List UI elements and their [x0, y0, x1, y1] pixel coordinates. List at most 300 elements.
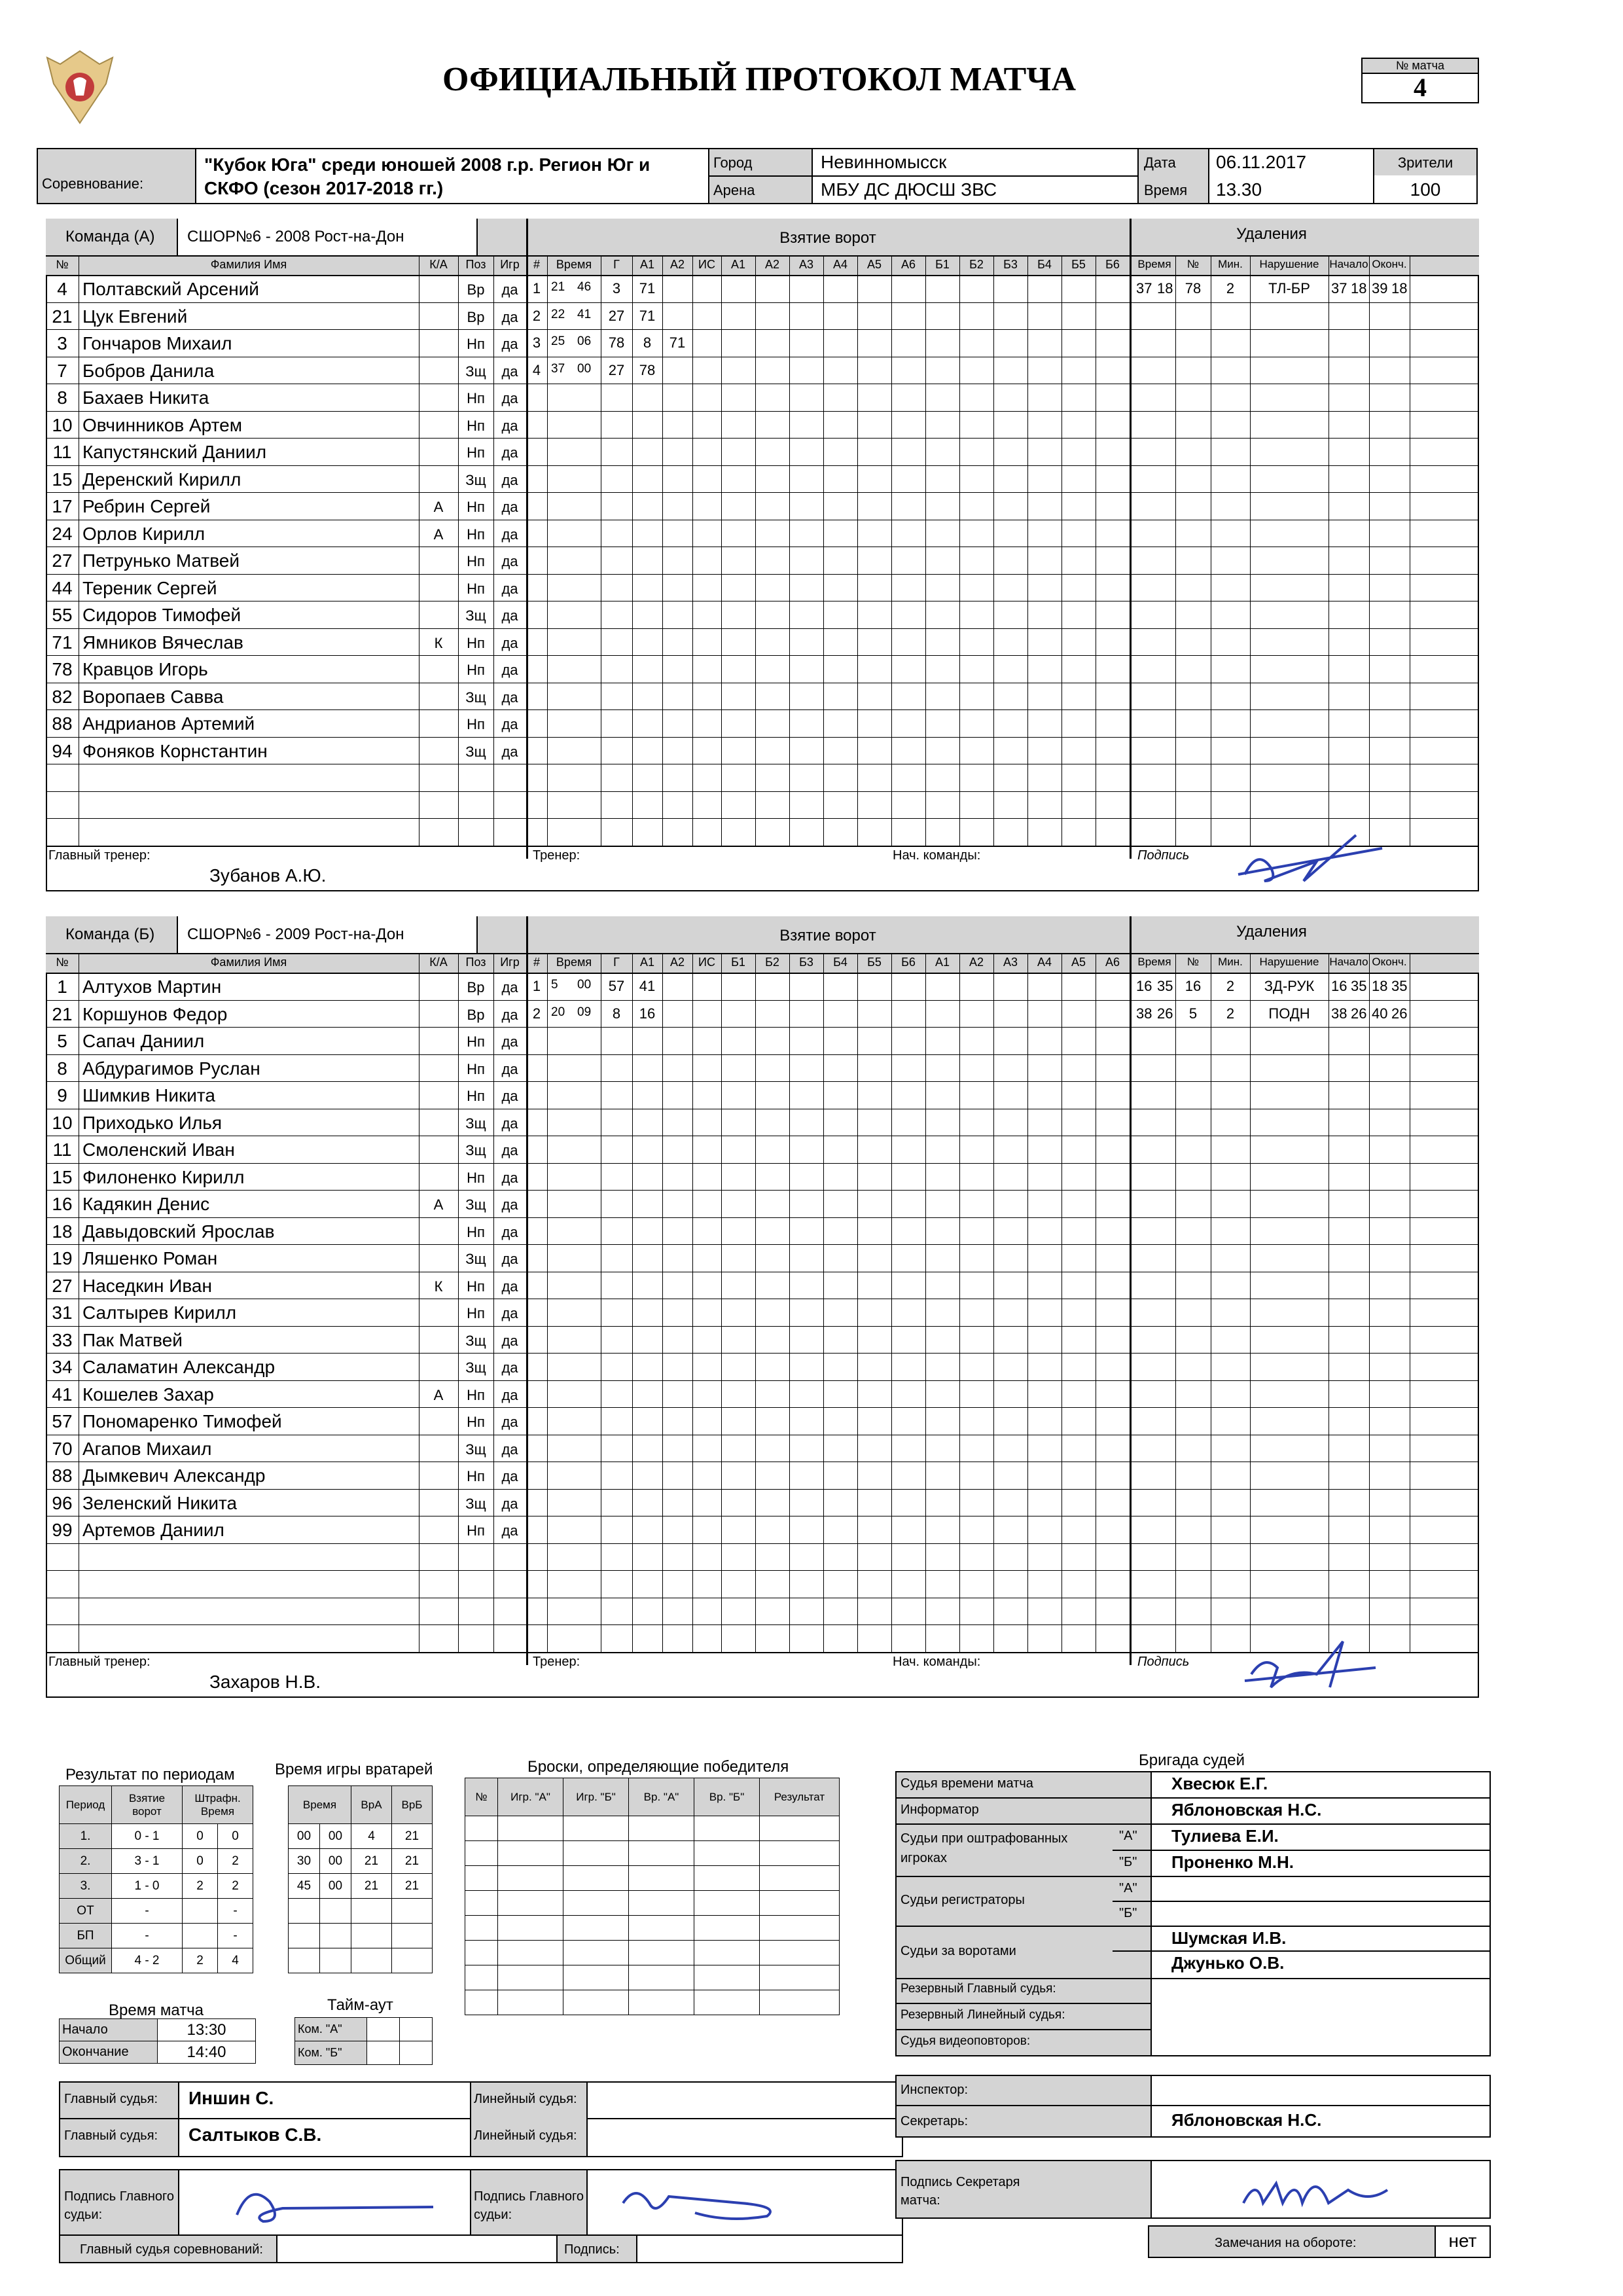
penalty-start-sec: 18	[1351, 280, 1367, 296]
penalty-infraction: ЗД-РУК	[1264, 978, 1315, 994]
player-played: да	[501, 607, 518, 624]
player-role: А	[433, 499, 444, 515]
penalty-minutes: 2	[1226, 280, 1235, 296]
player-played: да	[501, 390, 518, 406]
player-number: 70	[52, 1438, 73, 1459]
player-number: 82	[52, 686, 73, 707]
penalty-start: 16	[1331, 978, 1347, 994]
goalie-row	[289, 1849, 433, 1874]
col-header: Г	[613, 258, 620, 271]
player-name: Гончаров Михаил	[82, 333, 232, 353]
player-position: Нп	[467, 580, 485, 597]
goalie-a	[351, 1948, 392, 1973]
goalie-a	[351, 1924, 392, 1948]
player-name: Приходько Илья	[82, 1112, 223, 1133]
shootout-row	[465, 1965, 840, 1990]
penalty-end: 40	[1372, 1005, 1388, 1022]
player-name: Агапов Михаил	[82, 1438, 212, 1459]
player-number: 11	[52, 1139, 72, 1160]
player-position: Зщ	[465, 1332, 486, 1349]
player-name: Тереник Сергей	[82, 577, 217, 598]
player-name: Салтырев Кирилл	[82, 1302, 237, 1323]
penalty-time-sec: 18	[1157, 280, 1173, 296]
col-header: А1	[639, 258, 655, 271]
player-number: 15	[52, 469, 73, 490]
penalty-time: 16	[1136, 978, 1152, 994]
player-number: 94	[52, 740, 73, 761]
col-header: Время	[1137, 258, 1171, 270]
player-position: Вр	[467, 979, 485, 996]
signature-label: Подпись	[1137, 1654, 1190, 1669]
competition-name-2: СКФО (сезон 2017-2018 гг.)	[204, 178, 444, 198]
player-position: Нп	[467, 1386, 485, 1403]
shootout-col: Вр. "А"	[629, 1778, 694, 1816]
shootout-col: Игр. "А"	[498, 1778, 563, 1816]
period-label: 2.	[60, 1849, 112, 1874]
player-played: да	[501, 1006, 518, 1023]
goal-time: 25	[551, 334, 565, 348]
period-label: Общий	[60, 1948, 112, 1973]
shootout-row	[465, 1866, 840, 1891]
main-judges: Главный судья: Иншин С. Главный судья: Салтыков С.В. Линейный судья: Линейный судья:	[59, 2081, 903, 2157]
period-pen-b: 4	[218, 1948, 253, 1973]
referees-block: Судья времени матча Хвесюк Е.Г. Информатор Яблоновская Н.С. Судьи при оштрафованных игроках "А" "Б" Тулиева Е.И. Проненко М.Н. Судьи регистраторы "А" "Б" Судьи за воротами Шумская И.В. Джунько О.В. Резервный Главный судья: Резервный Линейный судья: Судья видеоповторов:	[895, 1771, 1491, 2056]
period-pen-a	[183, 1899, 218, 1924]
period-pen-a: 2	[183, 1874, 218, 1899]
player-played: да	[501, 979, 518, 996]
player-position: Нп	[467, 634, 485, 651]
goal-judge-1: Шумская И.В.	[1171, 1928, 1287, 1948]
player-name: Цук Евгений	[82, 306, 188, 327]
goal-scorer: 27	[608, 307, 625, 324]
player-name: Деренский Кирилл	[82, 469, 241, 490]
period-goals: 3 - 1	[112, 1849, 183, 1874]
player-name: Капустянский Даниил	[82, 442, 267, 462]
team-signature	[1225, 1628, 1395, 1694]
player-played: да	[501, 662, 518, 678]
goalie-a: 4	[351, 1824, 392, 1849]
player-played: да	[501, 1033, 518, 1050]
player-position: Зщ	[465, 1495, 486, 1512]
player-name: Кошелев Захар	[82, 1384, 214, 1405]
penalty-player: 16	[1185, 978, 1202, 994]
goal-time-sec: 00	[577, 978, 592, 992]
header-info: Соревнование: "Кубок Юга" среди юношей 2008 г.р. Регион Юг и СКФО (сезон 2017-2018 гг.) Город Арена Невинномысск МБУ ДС ДЮСШ ЗВС Дата Время 06.11.2017 13.30 Зрители 100	[37, 148, 1478, 204]
penalty-player: 5	[1188, 1005, 1198, 1022]
goalies-title: Время игры вратарей	[275, 1761, 433, 1778]
goal-time-sec: 00	[577, 361, 592, 376]
col-header: Поз	[465, 258, 486, 271]
player-position: Нп	[467, 336, 485, 352]
player-number: 1	[57, 977, 67, 997]
match-number: 4	[1414, 73, 1427, 102]
player-position: Зщ	[465, 689, 486, 706]
player-position: Зщ	[465, 1115, 486, 1132]
player-number: 3	[57, 333, 67, 353]
player-name: Сапач Даниил	[82, 1031, 205, 1051]
player-played: да	[501, 526, 518, 543]
player-role: К	[434, 634, 443, 651]
goalie-row	[289, 1948, 433, 1973]
col-header: Б3	[1003, 258, 1018, 271]
player-name: Зеленский Никита	[82, 1492, 238, 1513]
goalie-a: 21	[351, 1849, 392, 1874]
penalties-title: Удаления	[1236, 923, 1307, 941]
player-position: Вр	[467, 308, 485, 325]
penalty-end-sec: 26	[1391, 1005, 1408, 1022]
main-judge-signature	[224, 2176, 446, 2234]
player-number: 16	[52, 1194, 73, 1214]
player-played: да	[501, 308, 518, 325]
goal-number: 3	[532, 334, 541, 351]
player-number: 4	[57, 279, 67, 299]
competition-name-1: "Кубок Юга" среди юношей 2008 г.р. Регион Юг и	[204, 154, 651, 175]
player-role: К	[434, 1278, 443, 1295]
player-name: Пономаренко Тимофей	[82, 1411, 282, 1431]
player-name: Абдурагимов Руслан	[82, 1058, 260, 1079]
col-header: Фамилия Имя	[210, 258, 287, 271]
period-goals: -	[112, 1899, 183, 1924]
goal-assist-1: 78	[639, 361, 656, 378]
col-header: Г	[613, 956, 620, 969]
player-number: 18	[52, 1221, 73, 1242]
player-position: Зщ	[465, 1142, 486, 1158]
shootout-col: Игр. "Б"	[563, 1778, 629, 1816]
penalty-infraction: ПОДН	[1268, 1005, 1310, 1022]
arena: МБУ ДС ДЮСШ ЗВС	[821, 179, 997, 200]
col-header: Б4	[833, 956, 847, 969]
col-header: Нарушение	[1259, 956, 1319, 968]
goalie-min	[289, 1899, 320, 1924]
periods-table: Период Взятие ворот Штрафн. Время 1. 0 - 1 0 0 2. 3 - 1 0 2 3. 1 - 0 2 2 ОТ - - БП - - Общий 4 - 2 2 4	[59, 1785, 253, 1973]
goalie-sec	[320, 1899, 351, 1924]
period-label: БП	[60, 1924, 112, 1948]
goal-time-sec: 09	[577, 1005, 592, 1019]
player-played: да	[501, 634, 518, 651]
col-header: Время	[1137, 956, 1171, 968]
player-played: да	[501, 363, 518, 380]
player-position: Вр	[467, 281, 485, 298]
player-position: Зщ	[465, 1196, 486, 1213]
player-position: Нп	[467, 417, 485, 434]
coach-label: Тренер:	[533, 848, 580, 863]
player-name: Ляшенко Роман	[82, 1248, 218, 1268]
penalty-end-sec: 35	[1391, 978, 1408, 994]
player-role: А	[433, 526, 444, 543]
penalties-title: Удаления	[1236, 225, 1307, 243]
player-position: Нп	[467, 1522, 485, 1539]
col-header: Игр	[500, 258, 520, 271]
player-position: Нп	[467, 1305, 485, 1321]
player-number: 88	[52, 1465, 73, 1486]
head-coach: Зубанов А.Ю.	[209, 865, 327, 886]
player-number: 24	[52, 523, 73, 544]
team-chief-label: Нач. команды:	[893, 1654, 981, 1669]
player-number: 17	[52, 496, 73, 516]
penalty-time: 38	[1136, 1005, 1152, 1022]
match-number-box: № матча 4	[1361, 58, 1479, 103]
player-played: да	[501, 1251, 518, 1267]
col-header: А2	[969, 956, 984, 969]
player-played: да	[501, 580, 518, 597]
period-label: 1.	[60, 1824, 112, 1849]
shootout-row	[465, 1841, 840, 1866]
player-name: Бахаев Никита	[82, 387, 209, 408]
col-header: Б5	[867, 956, 882, 969]
player-name: Филоненко Кирилл	[82, 1166, 245, 1187]
signatures: Подпись Главного судьи: Подпись Главного судьи:	[59, 2169, 903, 2237]
goalie-min: 00	[289, 1824, 320, 1849]
player-number: 10	[52, 414, 73, 435]
col-header: №	[56, 956, 69, 969]
shootout-row	[465, 1891, 840, 1916]
player-played: да	[501, 1142, 518, 1158]
goal-time-sec: 41	[577, 307, 592, 321]
col-header: Время	[556, 956, 592, 969]
match-end: 14:40	[158, 2041, 256, 2064]
player-played: да	[501, 743, 518, 760]
player-number: 11	[52, 442, 72, 462]
goal-number: 4	[532, 361, 541, 378]
spectators: 100	[1410, 179, 1441, 200]
head-coach-label: Главный тренер:	[48, 1654, 151, 1669]
goalies-table: Время ВрА ВрБ 00 00 4 21 30 00 21 21 45 00 21 21	[288, 1785, 433, 1973]
period-pen-b: -	[218, 1899, 253, 1924]
goal-scorer: 3	[612, 280, 621, 296]
player-played: да	[501, 1169, 518, 1186]
goal-time: 20	[551, 1005, 565, 1019]
col-header: А2	[764, 258, 780, 271]
col-header: #	[533, 956, 540, 969]
player-number: 19	[52, 1248, 73, 1268]
goalie-min	[289, 1924, 320, 1948]
player-played: да	[501, 553, 518, 569]
col-header: А5	[866, 258, 882, 271]
goal-assist-1: 16	[639, 1005, 656, 1022]
goal-scorer: 27	[608, 361, 625, 378]
head-coach: Захаров Н.В.	[209, 1671, 321, 1692]
period-pen-a: 0	[183, 1824, 218, 1849]
col-header: #	[533, 258, 540, 271]
player-position: Нп	[467, 662, 485, 678]
goal-judge-2: Джунько О.В.	[1171, 1953, 1285, 1973]
col-header: А6	[1105, 956, 1120, 969]
secretary-signature-box: Подпись Секретаря матча:	[895, 2160, 1491, 2219]
col-header: Мин.	[1218, 258, 1243, 270]
player-name: Кравцов Игорь	[82, 659, 208, 679]
player-position: Нп	[467, 444, 485, 461]
goalie-min: 30	[289, 1849, 320, 1874]
col-header: Б2	[969, 258, 984, 271]
team-label: Команда (А)	[65, 228, 155, 245]
col-header: Б4	[1037, 258, 1052, 271]
player-number: 33	[52, 1329, 73, 1350]
player-name: Сидоров Тимофей	[82, 605, 241, 625]
player-name: Ребрин Сергей	[82, 496, 211, 516]
col-header: А4	[1037, 956, 1052, 969]
player-role: А	[433, 1196, 444, 1213]
col-header: №	[56, 258, 69, 271]
player-name: Кадякин Денис	[82, 1194, 210, 1214]
period-pen-b: 0	[218, 1824, 253, 1849]
goalie-b: 21	[392, 1849, 433, 1874]
shootout-col: №	[465, 1778, 498, 1816]
col-header: А3	[798, 258, 814, 271]
period-pen-a: 2	[183, 1948, 218, 1973]
col-header: ИС	[698, 258, 715, 271]
goalie-sec	[320, 1924, 351, 1948]
goal-time: 22	[551, 307, 565, 321]
coach-label: Тренер:	[533, 1654, 580, 1669]
goal-time: 21	[551, 280, 565, 294]
period-pen-a: 0	[183, 1849, 218, 1874]
competition-label: Соревнование:	[42, 175, 144, 192]
match-time-table: Начало 13:30 Окончание 14:40	[59, 2018, 256, 2064]
informer: Яблоновская Н.С.	[1171, 1800, 1322, 1820]
penalty-start: 37	[1331, 280, 1347, 296]
col-header: Б3	[799, 956, 813, 969]
goalie-sec: 00	[320, 1824, 351, 1849]
goalie-b: 21	[392, 1824, 433, 1849]
goal-assist-1: 71	[639, 280, 656, 296]
goal-assist-1: 8	[643, 334, 652, 351]
player-number: 9	[57, 1085, 67, 1105]
penalty-minutes: 2	[1226, 1005, 1235, 1022]
shootout-row	[465, 1941, 840, 1965]
player-number: 21	[52, 306, 73, 327]
goal-assist-1: 41	[639, 978, 656, 994]
col-header: А1	[730, 258, 746, 271]
player-played: да	[501, 1522, 518, 1539]
player-number: 96	[52, 1492, 73, 1513]
player-number: 21	[52, 1003, 73, 1024]
goalie-b	[392, 1948, 433, 1973]
col-header: К/А	[429, 956, 448, 969]
team-chief-label: Нач. команды:	[893, 848, 981, 863]
shootout-col: Вр. "Б"	[694, 1778, 760, 1816]
player-position: Зщ	[465, 1359, 486, 1376]
col-header: А6	[901, 258, 916, 271]
goal-assist-2: 71	[669, 334, 686, 351]
main-judge-2: Салтыков С.В.	[188, 2125, 322, 2145]
player-played: да	[501, 1196, 518, 1213]
player-played: да	[501, 689, 518, 706]
goal-number: 1	[532, 978, 541, 994]
timeout-table: Ком. "А" Ком. "Б"	[294, 2017, 433, 2065]
player-name: Алтухов Мартин	[82, 977, 222, 997]
match-date: 06.11.2017	[1216, 152, 1307, 172]
period-row	[60, 1924, 253, 1948]
player-played: да	[501, 499, 518, 515]
goalie-min: 45	[289, 1874, 320, 1899]
penalty-start: 38	[1331, 1005, 1347, 1022]
timekeeper: Хвесюк Е.Г.	[1171, 1774, 1268, 1793]
player-position: Зщ	[465, 1441, 486, 1458]
secretary: Яблоновская Н.С.	[1171, 2110, 1322, 2130]
period-goals: -	[112, 1924, 183, 1948]
secretary-signature	[1237, 2164, 1433, 2216]
goal-number: 2	[532, 1005, 541, 1022]
main-judge-2-signature	[610, 2177, 806, 2229]
player-number: 78	[52, 659, 73, 679]
player-played: да	[501, 1359, 518, 1376]
penalty-end: 39	[1372, 280, 1388, 296]
penalty-end-sec: 18	[1391, 280, 1408, 296]
goalie-a	[351, 1899, 392, 1924]
penalty-minutes: 2	[1226, 978, 1235, 994]
col-header: Игр	[500, 956, 520, 969]
player-position: Нп	[467, 1468, 485, 1484]
player-position: Зщ	[465, 743, 486, 760]
player-name: Шимкив Никита	[82, 1085, 215, 1105]
shootout-table	[465, 1778, 840, 2015]
shootout-title: Броски, определяющие победителя	[527, 1758, 789, 1776]
col-header: А4	[832, 258, 848, 271]
penalty-time-sec: 35	[1157, 978, 1173, 994]
col-header: Б2	[765, 956, 779, 969]
goal-time: 5	[551, 978, 558, 992]
player-number: 7	[57, 360, 67, 381]
col-header: Б6	[1105, 258, 1120, 271]
goalie-b	[392, 1899, 433, 1924]
player-position: Зщ	[465, 363, 486, 380]
period-goals: 4 - 2	[112, 1948, 183, 1973]
player-number: 31	[52, 1302, 73, 1323]
player-played: да	[501, 417, 518, 434]
period-pen-b: -	[218, 1924, 253, 1948]
player-name: Воропаев Савва	[82, 686, 224, 707]
goalie-a: 21	[351, 1874, 392, 1899]
period-pen-a	[183, 1924, 218, 1948]
col-header: Оконч.	[1372, 956, 1407, 968]
player-played: да	[501, 1278, 518, 1295]
player-name: Наседкин Иван	[82, 1275, 212, 1296]
goals-title: Взятие ворот	[779, 927, 876, 944]
player-name: Артемов Даниил	[82, 1520, 224, 1540]
player-name: Орлов Кирилл	[82, 523, 205, 544]
player-position: Нп	[467, 1033, 485, 1050]
goalie-b: 21	[392, 1874, 433, 1899]
player-position: Нп	[467, 1088, 485, 1104]
goal-number: 2	[532, 307, 541, 324]
period-row	[60, 1849, 253, 1874]
player-number: 71	[52, 632, 73, 653]
player-position: Вр	[467, 1006, 485, 1023]
period-row	[60, 1824, 253, 1849]
player-number: 27	[52, 1275, 73, 1296]
col-header: А3	[1003, 956, 1018, 969]
col-header: Оконч.	[1372, 258, 1407, 270]
match-start: 13:30	[158, 2019, 256, 2041]
player-position: Нп	[467, 526, 485, 543]
player-name: Фоняков Корнстантин	[82, 740, 268, 761]
team-label: Команда (Б)	[65, 925, 155, 943]
player-name: Петрунько Матвей	[82, 550, 240, 571]
col-header: Б1	[731, 956, 745, 969]
penalty-player: 78	[1185, 280, 1202, 296]
col-header: А1	[935, 956, 950, 969]
player-number: 10	[52, 1112, 73, 1133]
inspector-secretary: Инспектор: Секретарь: Яблоновская Н.С.	[895, 2075, 1491, 2138]
player-name: Пак Матвей	[82, 1329, 183, 1350]
player-position: Нп	[467, 553, 485, 569]
goalie-b	[392, 1924, 433, 1948]
player-number: 8	[57, 1058, 67, 1079]
player-played: да	[501, 1223, 518, 1240]
team-name: СШОР№6 - 2008 Рост-на-Дон	[187, 228, 404, 245]
goal-scorer: 8	[612, 1005, 621, 1022]
shootout-row	[465, 1916, 840, 1941]
